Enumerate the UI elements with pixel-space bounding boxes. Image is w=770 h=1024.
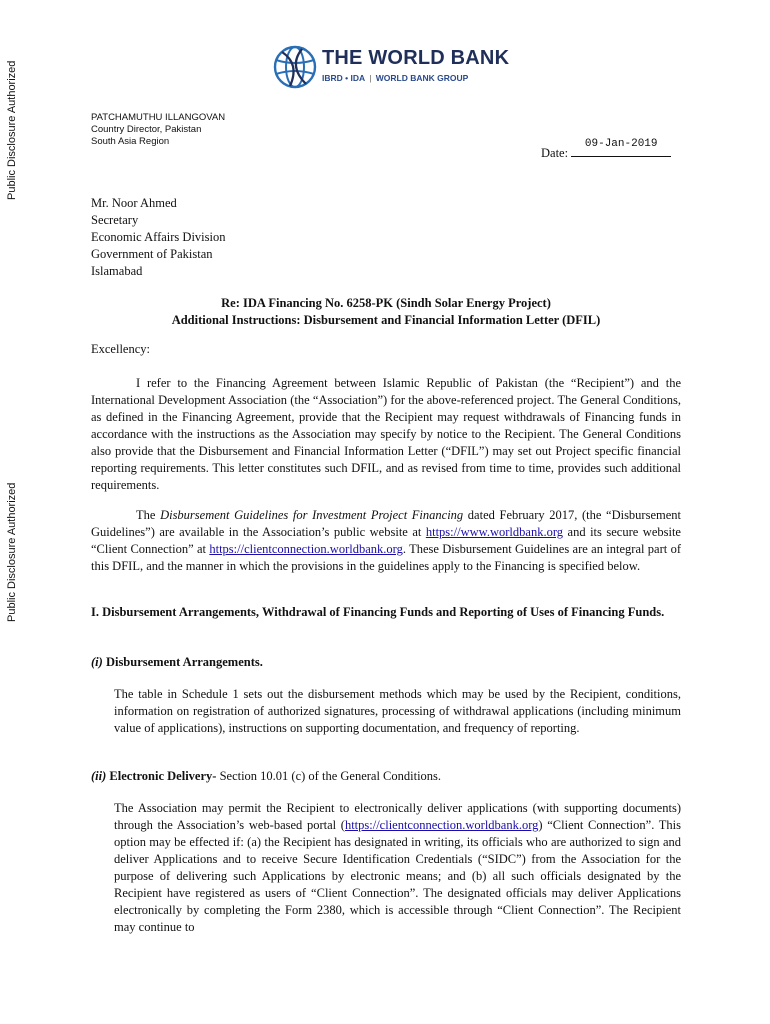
date-label: Date: — [541, 146, 569, 160]
p2-part4: . These Disbursement Guidelines are an integral part of this DFIL, and the manner in which the provisions in the guidelines apply to the Financing is specified below. — [91, 542, 681, 573]
addressee-division: Economic Affairs Division — [91, 230, 226, 244]
sender-region: South Asia Region — [91, 136, 170, 147]
disclosure-label-middle: Public Disclosure Authorized — [6, 482, 18, 622]
p2-part1: The — [136, 508, 161, 522]
subsection-1-title: Disbursement Arrangements. — [102, 655, 263, 669]
paragraph-intro: I refer to the Financing Agreement between Islamic Republic of Pakistan (the “Recipient”) and the International Development Association (the “Association”) for the above-referenced project. The General Conditions, as defined in the Financing Agreement, provide that the Recipient may request withdrawals of Financing funds in accordance with the instructions as the Association may specify by notice to the Recipient. The General Conditions also provide that the Disbursement and Financial Information Letter (“DFIL”) may set out Project specific financial reporting requirements. This letter constitutes such DFIL, and as revised from time to time, provides such additional requirements. — [91, 376, 681, 492]
clientconnection-link-2[interactable]: https://clientconnection.worldbank.org — [344, 818, 539, 832]
logo-ibrd-ida: IBRD • IDA — [322, 73, 365, 83]
salutation: Excellency: — [91, 342, 150, 356]
paragraph-guidelines — [91, 507, 681, 575]
world-bank-logo — [272, 44, 512, 94]
p4-part2: ) “Client Connection”. This option may be effected if: (a) the Recipient has designated in writing, its officials who are authorized to sign and deliver Applications and to receive Secure Identification Credentials (“SIDC”) from the Association for the purpose of delivering such Applications by electronic means; and (b) all such officials designated by the Recipient have registered as users of “Client Connection”. The designated officials may deliver Applications electronically by completing the Form 2380, which is accessible through “Client Connection”. The Recipient may continue to — [114, 818, 681, 934]
disclosure-label-top: Public Disclosure Authorized — [6, 60, 18, 200]
addressee-block — [91, 195, 225, 280]
logo-separator: | — [369, 73, 372, 83]
subsection-2-title: Electronic Delivery- — [106, 769, 217, 783]
addressee-government: Government of Pakistan — [91, 247, 213, 261]
subsection-heading-1 — [91, 654, 681, 671]
paragraph-disbursement: The table in Schedule 1 sets out the disbursement methods which may be used by the Recipient, conditions, information on registration of authorized signatures, processing of withdrawal applications (including minimum value of applications), instructions on supporting documentation, and frequency of reporting. — [114, 687, 681, 735]
subsection-heading-2 — [91, 768, 681, 785]
logo-title: THE WORLD BANK — [322, 47, 510, 69]
date-value: 09-Jan-2019 — [584, 138, 658, 150]
logo-group: WORLD BANK GROUP — [375, 73, 469, 83]
subsection-2-rest: Section 10.01 (c) of the General Conditions. — [216, 769, 442, 783]
date-line — [571, 138, 671, 157]
section-heading: I. Disbursement Arrangements, Withdrawal of Financing Funds and Reporting of Uses of Financing Funds. — [91, 605, 665, 619]
addressee-city: Islamabad — [91, 264, 143, 278]
clientconnection-link[interactable]: https://clientconnection.worldbank.org — [209, 542, 403, 556]
p2-italic-title: Disbursement Guidelines for Investment Project Financing — [160, 508, 464, 522]
p4-part1: The Association may permit the Recipient to electronically deliver applications (with supporting documents) through the Association’s web-based portal ( — [114, 801, 681, 832]
globe-icon — [272, 44, 318, 90]
date-field — [541, 138, 671, 161]
subsection-1-number: (i) — [91, 655, 103, 669]
worldbank-link[interactable]: https://www.worldbank.org — [425, 525, 564, 539]
sender-block — [91, 112, 225, 148]
sender-name: PATCHAMUTHU ILLANGOVAN — [91, 112, 226, 123]
p2-part3: and its secure website “Client Connection” at — [91, 525, 681, 556]
subject-line-1: Re: IDA Financing No. 6258-PK (Sindh Solar Energy Project) — [221, 296, 551, 310]
paragraph-electronic-delivery — [114, 800, 681, 936]
addressee-name: Mr. Noor Ahmed — [91, 196, 177, 210]
subject-line-2: Additional Instructions: Disbursement and Financial Information Letter (DFIL) — [171, 313, 601, 327]
subsection-2-number: (ii) — [91, 769, 107, 783]
sender-title: Country Director, Pakistan — [91, 124, 202, 135]
logo-subtitle — [322, 73, 468, 83]
p2-part2: dated February 2017, (the “Disbursement Guidelines”) are available in the Association’s public website at — [91, 508, 682, 539]
addressee-title: Secretary — [91, 213, 139, 227]
subject-block — [91, 295, 681, 329]
